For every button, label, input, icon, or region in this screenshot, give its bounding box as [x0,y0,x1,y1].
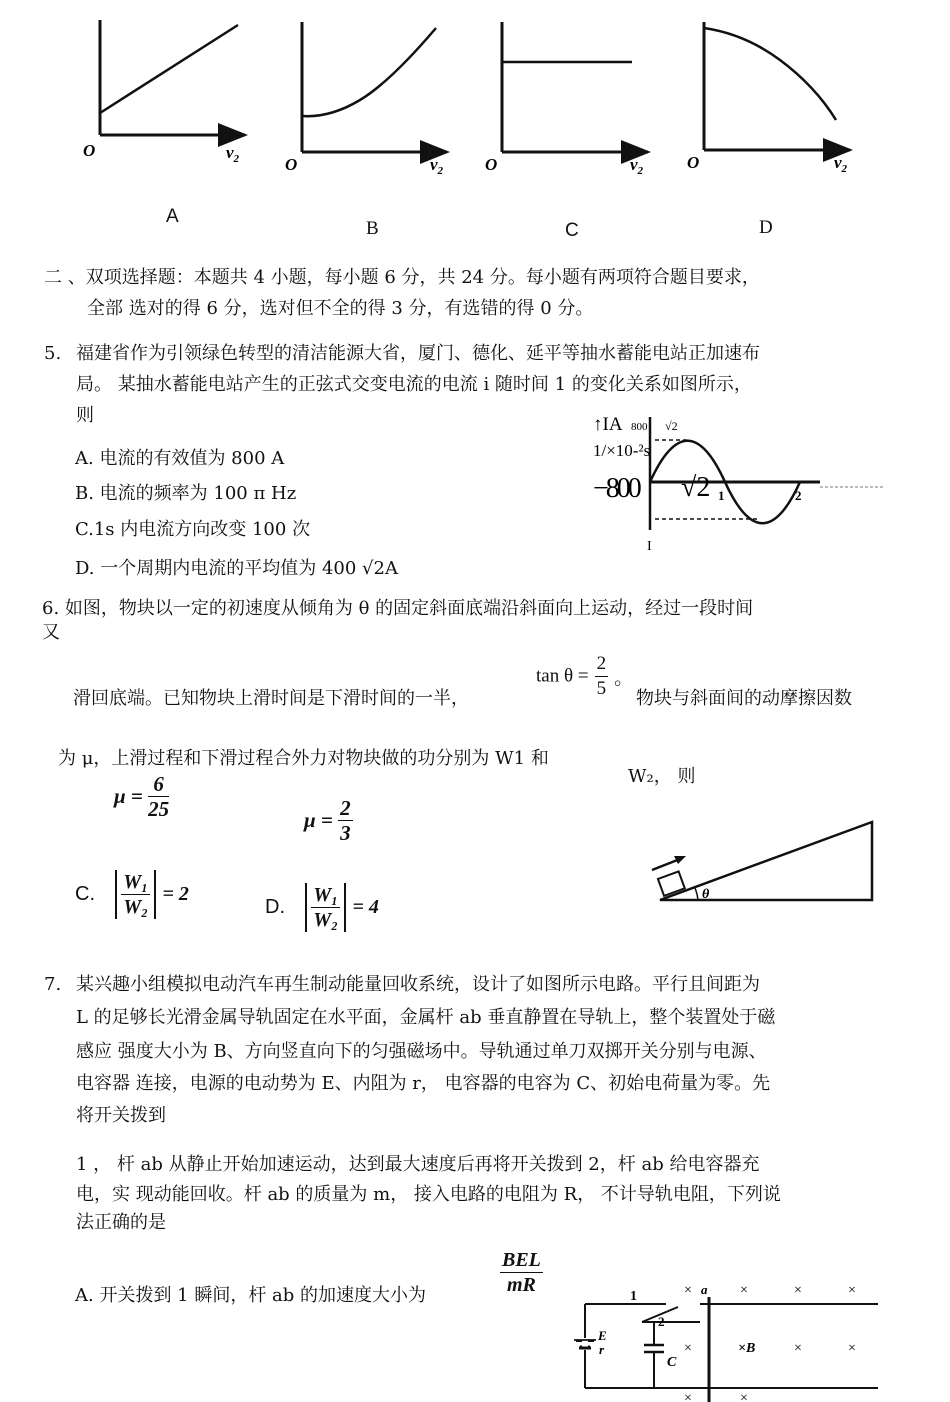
q7-line5: 将开关拨到 [76,1105,166,1126]
q5-fig-neg800: −800 [593,473,639,504]
q5-line1: 福建省作为引领绿色转型的清洁能源大省，厦门、德化、延平等抽水蓄能电站正加速布 [76,343,760,364]
graph-c-origin: O [485,155,498,174]
svg-text:×: × [848,1341,856,1356]
q5-fig-ia: ↑IA [593,414,623,435]
q5-current-graph [585,405,895,565]
graph-d-origin: O [687,153,700,172]
q6-line3: 为 μ，上滑过程和下滑过程合外力对物块做的功分别为 W1 和 [58,748,549,769]
q6-theta-label: θ [702,887,710,902]
graph-c-axis-label: $v_2$ [630,155,644,177]
graph-b-origin: O [285,155,298,174]
svg-text:×B: ×B [738,1341,756,1356]
svg-text:2: 2 [658,1314,665,1329]
q6-line1b: 又 [42,622,60,643]
svg-text:r: r [599,1342,605,1357]
q7-number: 7. [44,974,62,995]
q7-option-a[interactable]: A. 开关拨到 1 瞬间，杆 ab 的加速度大小为 [75,1285,427,1306]
q5-fig-t: 1/×10-²s [593,441,651,460]
q7-line6: 1 ， 杆 ab 从静止开始加速运动，达到最大速度后再将开关拨到 2，杆 ab 给电容器充 [76,1154,760,1175]
q6-option-a-formula[interactable]: μ = $\frac{6}{25}$ [114,772,170,821]
q5-fig-sqrt2-big: √2 [681,472,711,503]
svg-text:×: × [684,1283,692,1298]
graph-d [687,22,850,175]
q6-option-d[interactable]: D. $\frac{\text{W₁}}{\text{W₂}}$ = 4 [265,884,379,931]
svg-text:C: C [667,1355,677,1370]
answer-graphs [0,0,950,250]
q6-option-c[interactable]: C. $\frac{\text{W₁}}{\text{W₂}}$ = 2 [75,871,189,918]
q5-number: 5. [44,343,62,364]
q7-line4: 电容器 连接，电源的电动势为 E、内阻为 r， 电容器的电容为 C、初始电荷量为零。先 [76,1073,771,1094]
q5-fig-tick1: 1 [718,488,725,503]
graph-option-c[interactable]: C [565,220,579,241]
svg-text:1: 1 [630,1289,637,1304]
q5-fig-sqrt2-small: √2 [665,419,678,433]
svg-text:a: a [701,1282,708,1297]
svg-text:×: × [794,1341,802,1356]
q5-line2: 局。 某抽水蓄能电站产生的正弦式交变电流的电流 i 随时间 1 的变化关系如图所示， [76,374,752,395]
q7-line8: 法正确的是 [76,1212,166,1233]
q6-incline-figure [640,812,890,912]
q7-line3: 感应 强度大小为 B、方向竖直向下的匀强磁场中。导轨通过单刀双掷开关分别与电源、 [76,1041,767,1062]
q6-tan-formula [536,652,633,701]
svg-text:×: × [684,1341,692,1356]
q7-option-a-fraction: $\frac{\text{BEL}}{mR}$ [502,1249,541,1296]
q6-line1: 6. 如图，物块以一定的初速度从倾角为 θ 的固定斜面底端沿斜面向上运动，经过一段时间 [42,598,754,619]
svg-text:×: × [794,1283,802,1298]
q6-line3b: W₂， 则 [628,766,696,787]
graph-b-axis-label: $v_2$ [430,155,444,177]
q7-line1: 某兴趣小组模拟电动汽车再生制动能量回收系统，设计了如图所示电路。平行且间距为 [76,974,760,995]
svg-text:×: × [740,1283,748,1298]
q6-tan-suffix: 。 [614,667,634,689]
q5-option-c[interactable]: C.1s 内电流方向改变 100 次 [75,519,311,540]
q6-line2a: 滑回底端。已知物块上滑时间是下滑时间的一半， [73,688,469,709]
q5-option-b[interactable]: B. 电流的频率为 100 π Hz [75,483,297,504]
q6-option-b-formula[interactable]: μ = $\frac{2}{3}$ [304,796,351,845]
q7-line7: 电，实 现动能回收。杆 ab 的质量为 m， 接入电路的电阻为 R， 不计导轨电阻，下列说 [76,1184,781,1205]
q7-line2: L 的足够长光滑金属导轨固定在水平面，金属杆 ab 垂直静置在导轨上，整个装置处于磁 [76,1007,776,1028]
graph-b [285,22,447,177]
q5-line3: 则 [76,405,94,426]
graph-a-axis-label: $v_2$ [226,143,240,165]
graph-option-d[interactable]: D [759,217,773,238]
graph-option-b[interactable]: B [366,218,379,239]
graph-option-a[interactable]: A [166,206,179,227]
graph-d-axis-label: $v_2$ [834,153,848,175]
q5-fig-800: 800 [631,421,648,433]
svg-text:E: E [598,1328,607,1343]
graph-c [485,22,648,177]
q6-tan-num: 2 [595,652,609,677]
svg-text:×: × [684,1391,692,1402]
q7-circuit-figure [570,1275,890,1402]
q6-tan-lhs: tan θ = [536,665,589,687]
graph-a [83,20,245,165]
svg-text:×: × [740,1391,748,1402]
q6-tan-den: 5 [596,678,607,699]
q5-fig-tick2: 2 [795,488,802,503]
graph-d-curve [704,28,836,120]
svg-text:×: × [848,1283,856,1298]
q5-option-d[interactable]: D. 一个周期内电流的平均值为 400 √2A [75,558,398,579]
q6-line2b: 物块与斜面间的动摩擦因数 [636,688,852,709]
graph-a-line [100,25,238,113]
q5-fig-below: I [647,539,652,554]
section2-line1: 二 、双项选择题：本题共 4 小题，每小题 6 分，共 24 分。每小题有两项符合题目要求， [44,267,760,288]
section2-line2: 全部 选对的得 6 分，选对但不全的得 3 分，有选错的得 0 分。 [87,298,594,319]
graph-a-origin: O [83,141,96,160]
q5-option-a[interactable]: A. 电流的有效值为 800 A [75,448,285,469]
graph-b-curve [302,28,436,116]
